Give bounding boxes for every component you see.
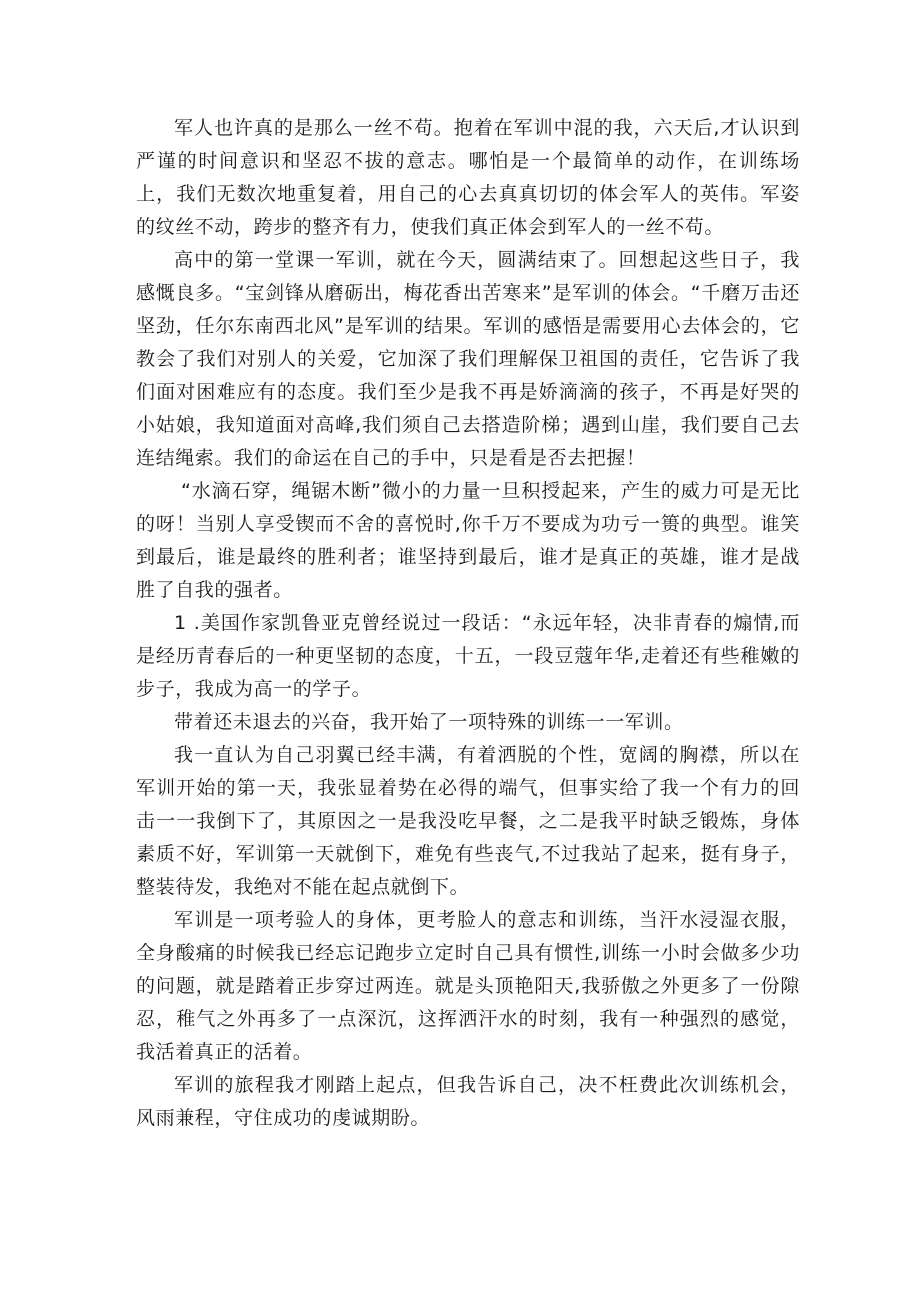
- paragraph-5: 带着还未退去的兴奋，我开始了一项特殊的训练一一军训。: [174, 711, 684, 733]
- paragraph-8: 军训的旅程我才刚踏上起点，但我告诉自己，决不枉费此次训练机会，风雨兼程，守住成功的虔诚期盼。: [136, 1074, 800, 1129]
- document-body: [136, 112, 800, 1135]
- paragraph-7: 军训是一项考验人的身体，更考脸人的意志和训练，当汗水浸湿衣服，全身酸痛的时候我已经忘记跑步立定时自己具有惯性,训练一小时会做多少功的问题，就是踏着正步穿过两连。就是头顶艳阳天,我骄傲之外更多了一份隙忍，稚气之外再多了一点深沉，这挥洒汗水的时刻，我有一种强烈的感觉，我活着真正的活着。: [136, 909, 800, 1063]
- paragraph-2: 高中的第一堂课一军训，就在今天，圆满结束了。回想起这些日子，我感慨良多。“宝剑锋从磨砺出，梅花香出苦寒来”是军训的体会。“千磨万击还坚劲，任尔东南西北风”是军训的结果。军训的感悟是需要用心去体会的，它教会了我们对别人的关爱，它加深了我们理解保卫祖国的责任，它告诉了我们面对困难应有的态度。我们至少是我不再是娇滴滴的孩子，不再是好哭的小姑娘，我知道面对高峰,我们须自己去搭造阶梯；遇到山崖，我们要自己去连结绳索。我们的命运在自己的手中，只是看是否去把握！: [136, 249, 800, 469]
- paragraph-6: 我一直认为自己羽翼已经丰满，有着洒脱的个性，宽阔的胸襟，所以在军训开始的第一天，我张显着势在必得的端气，但事实给了我一个有力的回击一一我倒下了，其原因之一是我没吃早餐，之二是我平时缺乏锻炼，身体素质不好，军训第一天就倒下，难免有些丧气,不过我站了起来，挺有身子，整装待发，我绝对不能在起点就倒下。: [136, 744, 800, 898]
- paragraph-4: 1 .美国作家凯鲁亚克曾经说过一段话：“永远年轻，决非青春的煽情,而是经历青春后的一种更坚韧的态度，十五，一段豆蔻年华,走着还有些稚嫩的步子，我成为高一的学子。: [136, 612, 800, 700]
- paragraph-3: “水滴石穿，绳锯木断”微小的力量一旦积授起来，产生的威力可是无比的呀！当别人享受锲而不舍的喜悦时,你千万不要成为功亏一篑的典型。谁笑到最后，谁是最终的胜利者；谁坚持到最后，谁才是真正的英雄，谁才是战胜了自我的强者。: [136, 480, 800, 601]
- paragraph-1: 军人也许真的是那么一丝不苟。抱着在军训中混的我，六天后,才认识到严谨的时间意识和坚忍不拔的意志。哪怕是一个最简单的动作，在训练场上，我们无数次地重复着，用自己的心去真真切切的体会军人的英伟。军姿的纹丝不动，跨步的整齐有力，使我们真正体会到军人的一丝不苟。: [136, 117, 800, 238]
